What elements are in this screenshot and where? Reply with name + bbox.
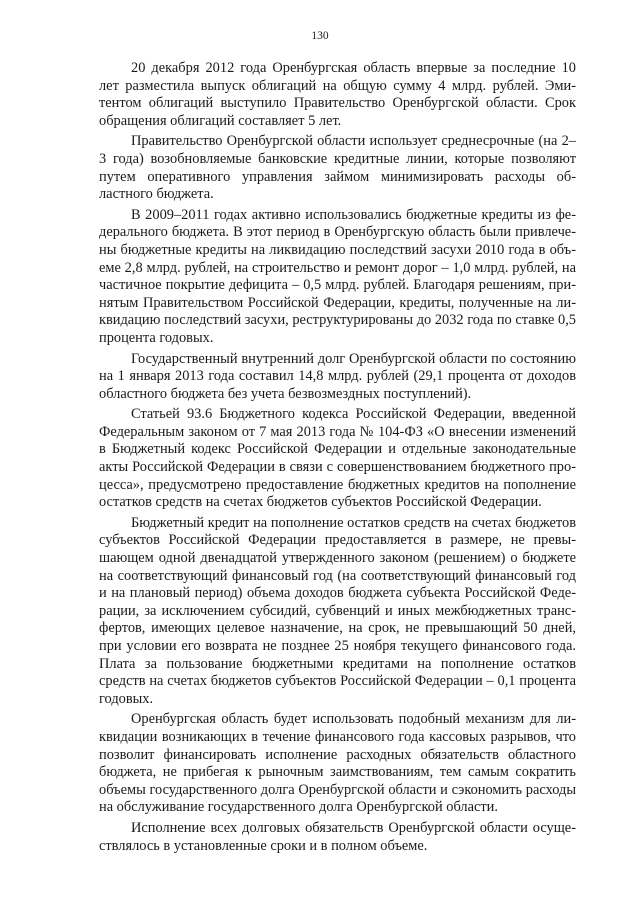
paragraph-state-debt: Государственный внутренний долг Оренбургской области по состоянию на 1 января 2013 года составил 14,8 млрд. рублей (29,1 процента от доходов областного бюджета без учета безвозмездных поступлений). bbox=[99, 350, 576, 402]
page-number: 130 bbox=[311, 30, 329, 42]
paragraph-mechanism-use: Оренбургская область будет использовать подобный механизм для ликвидации возникающих в течение финансового года кассовых разрывов, что позволит финансировать исполнение расходных обязательств областного бюджета, не прибегая к рыночным заимствованиям, тем самым сократить объемы государственного долга Оренбургской области и сэкономить расходы на обслуживание государственного долга Оренбургской области. bbox=[99, 711, 576, 816]
paragraph-credit-terms: Бюджетный кредит на пополнение остатков средств на счетах бюджетов субъектов Российской Федерации предоставляется в размере, не превышающем одной двенадцатой утвержденного законом (решением) о бюджете на соответствующий финансовый год (на соответствующий финансовый год и на плановый период) объема доходов бюджета субъекта Российской Федерации, за исключением субсидий, субвенций и иных межбюджетных трансфертов, имеющих целевое назначение, на срок, не превышающий 50 дней, при условии его возврата не позднее 25 ноября текущего финансового года. Плата за пользование бюджетными кредитами на пополнение остатков средств на счетах бюджетов субъектов Российской Федерации – 0,1 процента годовых. bbox=[99, 514, 576, 707]
paragraph-obligations-fulfilled: Исполнение всех долговых обязательств Оренбургской области осуществлялось в установленные сроки и в полном объеме. bbox=[99, 819, 576, 854]
document-body bbox=[99, 60, 576, 858]
paragraph-budget-code-article: Статьей 93.6 Бюджетного кодекса Российской Федерации, введенной Федеральным законом от 7 мая 2013 года № 104-ФЗ «О внесении изменений в Бюджетный кодекс Российской Федерации и отдельные законодательные акты Российской Федерации в связи с совершенствованием бюджетного процесса», предусмотрено предоставление бюджетных кредитов на пополнение остатков средств на счетах бюджетов субъектов Российской Федерации. bbox=[99, 406, 576, 511]
paragraph-credit-lines: Правительство Оренбургской области использует среднесрочные (на 2–3 года) возобновляемые банковские кредитные линии, которые позволяют путем оперативного управления займом минимизировать расходы областного бюджета. bbox=[99, 133, 576, 203]
paragraph-bond-issue: 20 декабря 2012 года Оренбургская область впервые за последние 10 лет разместила выпуск облигаций на общую сумму 4 млрд. рублей. Эмитентом облигаций выступило Правительство Оренбургской области. Срок обращения облигаций составляет 5 лет. bbox=[99, 60, 576, 129]
paragraph-federal-credits: В 2009–2011 годах активно использовались бюджетные кредиты из федерального бюджета. В этот период в Оренбургскую область были привлечены бюджетные кредиты на ликвидацию последствий засухи 2010 года в объеме 2,8 млрд. рублей, на строительство и ремонт дорог – 1,0 млрд. рублей, на частичное покрытие дефицита – 0,5 млрд. рублей. Благодаря решениям, принятым Правительством Российской Федерации, кредиты, полученные на ликвидацию последствий засухи, реструктурированы до 2032 года по ставке 0,5 процента годовых. bbox=[99, 206, 576, 346]
